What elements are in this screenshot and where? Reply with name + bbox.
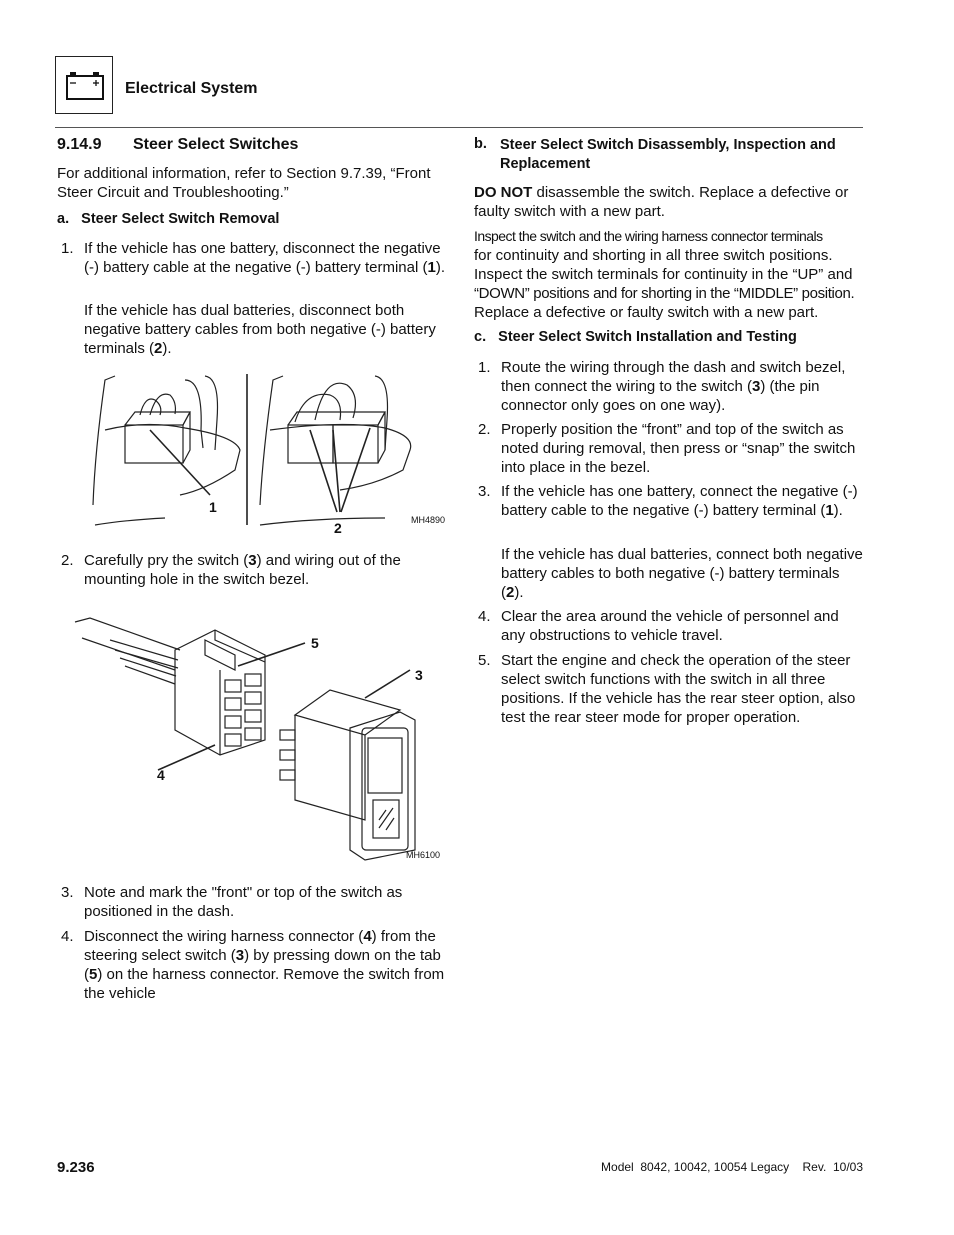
install-step-3-dual-text: If the vehicle has dual batteries, connect both negative battery cables to both negative (-) battery terminals (2). [501,546,863,601]
intro-paragraph: For additional information, refer to Section 9.7.39, “Front Steer Circuit and Troubleshooting.” [57,165,431,201]
install-step-3-text: If the vehicle has one battery, connect the negative (-) battery cable to the negative (-) battery terminal (1). [501,483,858,519]
figure-id: MH4890 [411,515,446,525]
section-number: 9.14.9 [57,136,102,153]
install-step-2-text: Properly position the “front” and top of the switch as noted during removal, then press or “snap” the switch into place in the bezel. [501,421,856,476]
callout-label: 4 [157,767,165,783]
step-3-text: Note and mark the "front" or top of the switch as positioned in the dash. [84,884,403,920]
step-1-text: If the vehicle has one battery, disconnect the negative (-) battery cable at the negative (-) battery terminal (1). [84,240,445,276]
callout-label: 1 [209,499,217,515]
do-not-paragraph: DO NOT disassemble the switch. Replace a defective or faulty switch with a new part. [474,184,849,220]
step-number: 4. [478,608,491,625]
subsection-b-letter: b. [474,136,487,152]
battery-icon [56,57,114,115]
switch-connector-figure [70,610,450,865]
page-number: 9.236 [57,1159,95,1176]
callout-label: 3 [415,667,423,683]
step-number: 2. [478,421,491,438]
callout-label: 5 [311,635,319,651]
callout-label: 2 [334,520,342,536]
install-step-5-text: Start the engine and check the operation of the steer select switch functions with the switch in all three positions. If the vehicle has the rear steer option, also test the rear steer mode for proper operation. [501,652,856,726]
step-number: 3. [61,884,74,901]
step-1-dual-text: If the vehicle has dual batteries, disconnect both negative battery cables from both negative (-) battery terminals (2). [84,302,436,357]
subsection-a-heading: a. Steer Select Switch Removal [57,211,280,227]
footer-model-info: Model 8042, 10042, 10054 Legacy Rev. 10/03 [601,1160,863,1174]
header-rule [55,127,863,128]
step-number: 5. [478,652,491,669]
step-number: 4. [61,928,74,945]
header-icon-box [55,56,113,114]
step-number: 2. [61,552,74,569]
step-number: 1. [61,240,74,257]
inspection-paragraph: Inspect the switch and the wiring harness connector terminals for continuity and shorting in all three switch positions. Inspect the switch terminals for continuity in the “UP” and “DOWN” positions and for shorting in the “MIDDLE” position. Replace a defective or faulty switch with a new part. [474,228,855,321]
step-number: 3. [478,483,491,500]
subsection-b-heading: Steer Select Switch Disassembly, Inspection and Replacement [500,137,836,172]
step-2-text: Carefully pry the switch (3) and wiring out of the mounting hole in the switch bezel. [84,552,401,588]
battery-removal-figure [85,370,450,540]
figure-id: MH6100 [406,850,441,860]
install-step-1-text: Route the wiring through the dash and switch bezel, then connect the wiring to the switch (3) (the pin connector only goes on one way). [501,359,846,414]
header-title: Electrical System [125,80,258,97]
subsection-c-heading: c. Steer Select Switch Installation and Testing [474,329,797,345]
step-4-text: Disconnect the wiring harness connector (4) from the steering select switch (3) by pressing down on the tab (5) on the harness connector. Remove the switch from the vehicle [84,928,445,1002]
install-step-4-text: Clear the area around the vehicle of personnel and any obstructions to vehicle travel. [501,608,839,644]
step-number: 1. [478,359,491,376]
section-title: Steer Select Switches [133,136,299,153]
